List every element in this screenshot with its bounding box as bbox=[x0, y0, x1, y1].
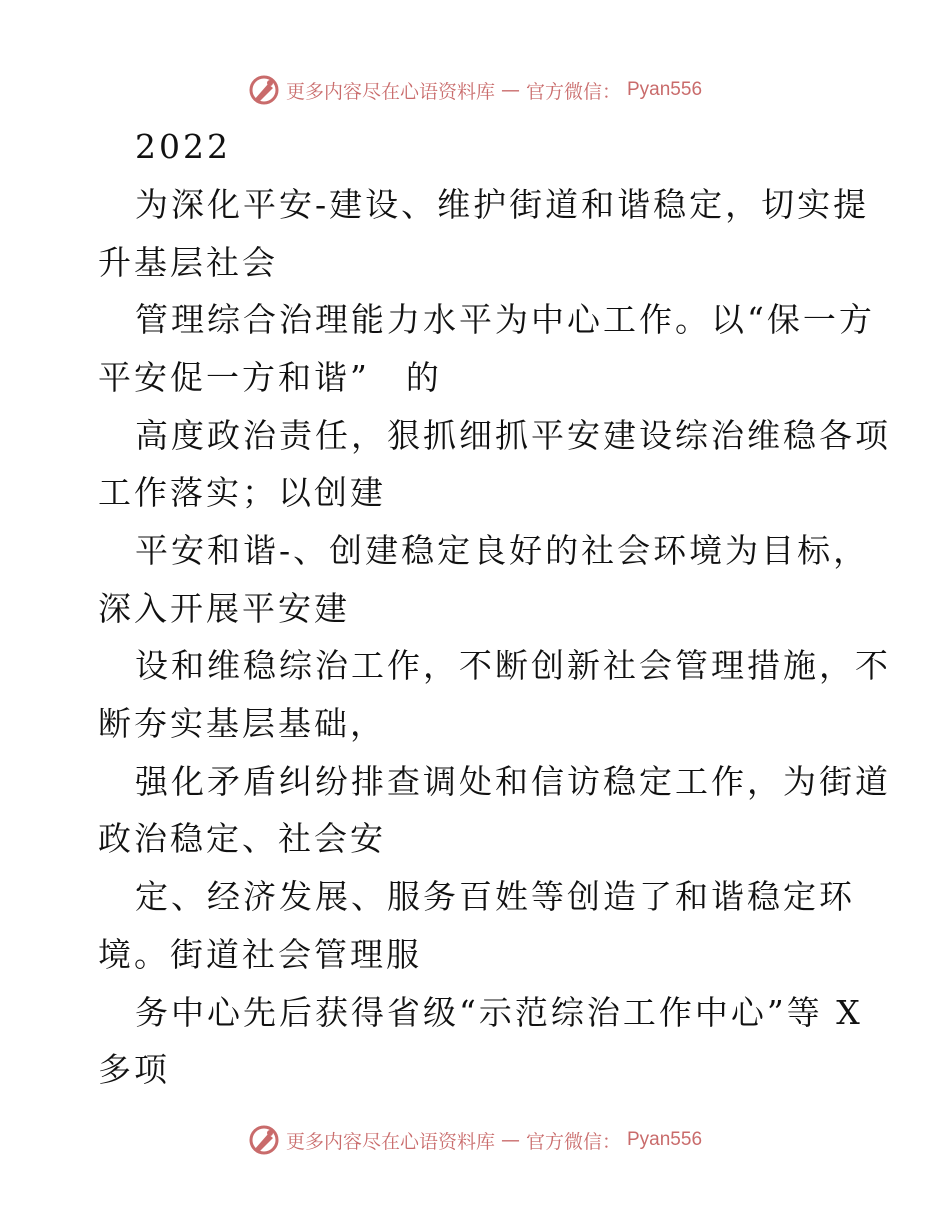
doc-line: 升基层社会 bbox=[98, 243, 278, 282]
doc-line: 境。街道社会管理服 bbox=[98, 935, 422, 974]
doc-line: 平安促一方和谐” 的 bbox=[98, 358, 442, 397]
doc-line: 平安和谐-、创建稳定良好的社会环境为目标， bbox=[135, 531, 870, 570]
doc-line: 务中心先后获得省级“示范综治工作中心”等 X bbox=[135, 993, 863, 1032]
watermark-separator: — bbox=[500, 1129, 520, 1151]
watermark-banner-bottom bbox=[0, 1120, 950, 1160]
doc-line: 工作落实；以创建 bbox=[98, 473, 386, 512]
doc-line-year: 2022 bbox=[135, 127, 231, 166]
watermark-brand: 更多内容尽在心语资料库 bbox=[285, 1130, 495, 1153]
watermark-brand: 更多内容尽在心语资料库 bbox=[285, 80, 495, 103]
watermark-official: 官方微信： bbox=[525, 80, 621, 103]
doc-line: 管理综合治理能力水平为中心工作。以“保一方 bbox=[135, 300, 875, 339]
watermark-handle: Pyan556 bbox=[627, 1129, 703, 1150]
doc-line: 定、经济发展、服务百姓等创造了和谐稳定环 bbox=[135, 877, 855, 916]
doc-line: 设和维稳综治工作，不断创新社会管理措施，不 bbox=[135, 646, 891, 685]
watermark-handle: Pyan556 bbox=[627, 79, 703, 100]
doc-line: 多项 bbox=[98, 1050, 170, 1089]
doc-line: 强化矛盾纠纷排查调处和信访稳定工作，为街道 bbox=[135, 762, 891, 801]
doc-line: 断夯实基层基础， bbox=[98, 704, 386, 743]
doc-line: 高度政治责任，狠抓细抓平安建设综治维稳各项 bbox=[135, 416, 891, 455]
watermark-separator: — bbox=[500, 79, 520, 101]
doc-line: 为深化平安-建设、维护街道和谐稳定，切实提 bbox=[135, 185, 870, 224]
doc-line: 政治稳定、社会安 bbox=[98, 819, 386, 858]
pen-nib-logo-icon bbox=[248, 1124, 280, 1156]
watermark-official: 官方微信： bbox=[525, 1130, 621, 1153]
doc-line: 深入开展平安建 bbox=[98, 589, 350, 628]
